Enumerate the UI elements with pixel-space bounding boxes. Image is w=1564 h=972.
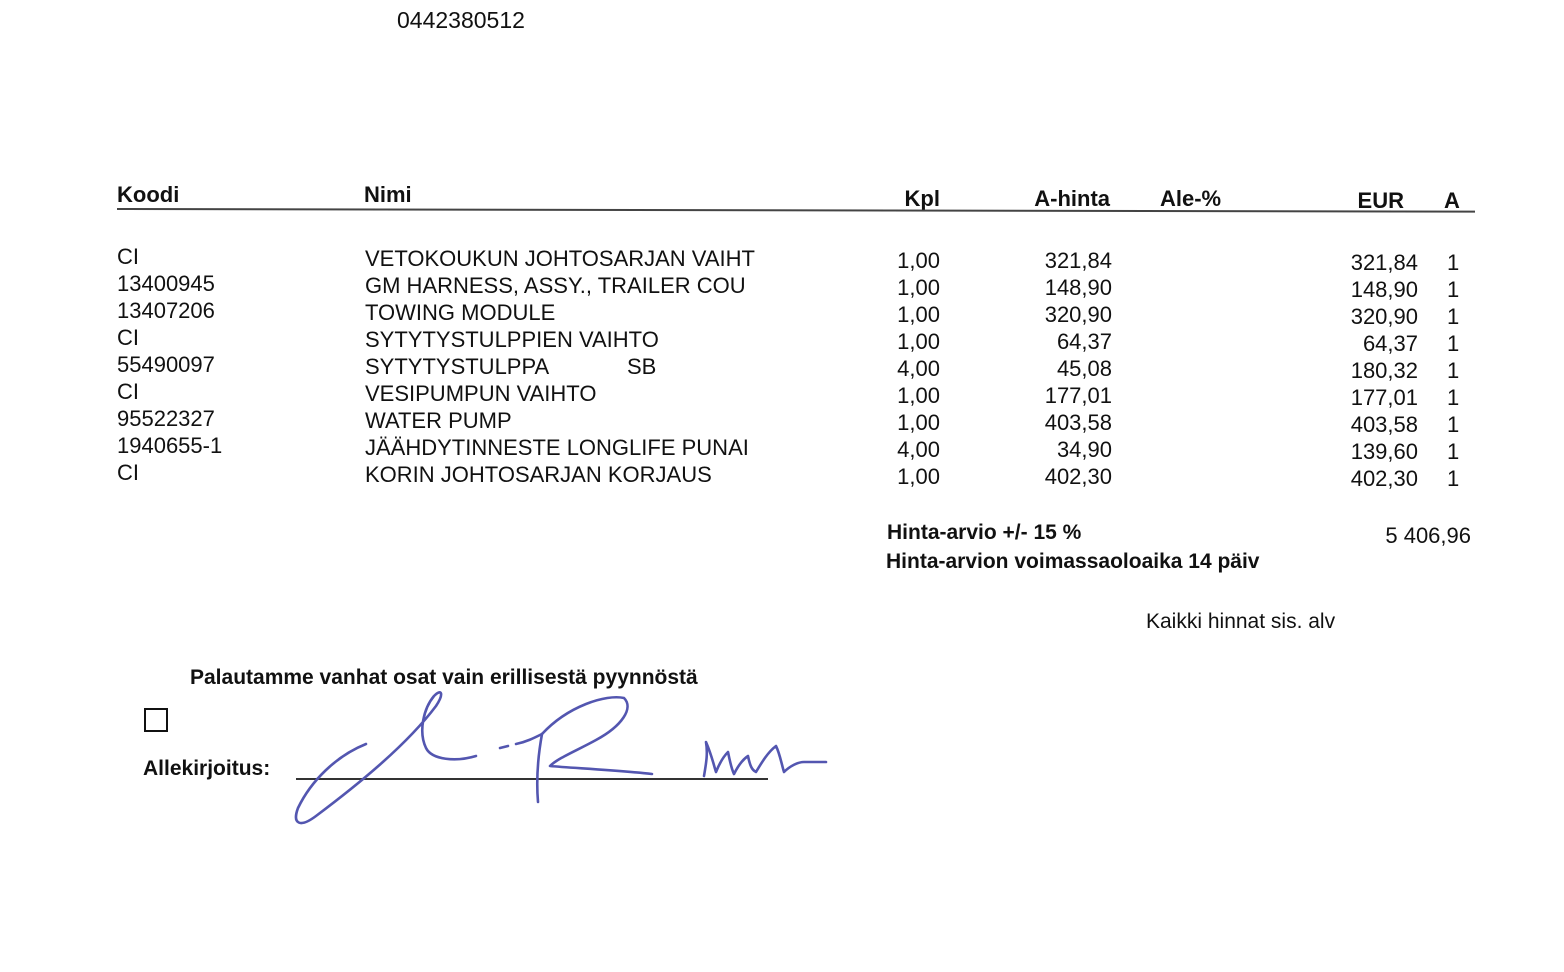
handwritten-signature bbox=[286, 686, 846, 836]
row-name: SYTYTYSTULPPA bbox=[365, 354, 550, 379]
column-header-qty: Kpl bbox=[904, 186, 940, 211]
row-a: 1 bbox=[1447, 277, 1460, 302]
row-qty: 1,00 bbox=[897, 302, 940, 327]
vat-note: Kaikki hinnat sis. alv bbox=[1146, 610, 1336, 633]
row-eur: 402,30 bbox=[1350, 466, 1418, 491]
row-unit-price: 320,90 bbox=[1044, 302, 1112, 327]
table-row bbox=[0, 325, 1564, 356]
row-unit-price: 177,01 bbox=[1044, 383, 1112, 408]
table-row bbox=[0, 244, 1564, 275]
row-qty: 1,00 bbox=[897, 248, 940, 273]
return-parts-checkbox[interactable] bbox=[144, 708, 168, 732]
row-eur: 64,37 bbox=[1362, 331, 1418, 356]
header-rule bbox=[117, 208, 1475, 213]
row-name: TOWING MODULE bbox=[365, 300, 556, 325]
table-row bbox=[0, 379, 1564, 410]
row-code: 1940655-1 bbox=[117, 433, 223, 458]
old-parts-return-note: Palautamme vanhat osat vain erillisestä pyynnöstä bbox=[190, 666, 698, 689]
row-a: 1 bbox=[1447, 250, 1460, 275]
row-unit-price: 321,84 bbox=[1044, 248, 1112, 273]
row-code: CI bbox=[117, 244, 139, 269]
row-code: 95522327 bbox=[117, 406, 215, 431]
row-eur: 180,32 bbox=[1350, 358, 1418, 383]
column-header-a: A bbox=[1444, 188, 1460, 213]
row-qty: 4,00 bbox=[897, 356, 940, 381]
row-a: 1 bbox=[1447, 439, 1460, 464]
row-eur: 321,84 bbox=[1350, 250, 1418, 275]
signature-label: Allekirjoitus: bbox=[143, 757, 271, 780]
table-row bbox=[0, 433, 1564, 464]
row-qty: 1,00 bbox=[897, 329, 940, 354]
row-name: VETOKOUKUN JOHTOSARJAN VAIHT bbox=[365, 246, 755, 271]
row-qty: 1,00 bbox=[897, 383, 940, 408]
estimate-total: 5 406,96 bbox=[1385, 523, 1471, 548]
estimate-validity: Hinta-arvion voimassaoloaika 14 päiv bbox=[886, 550, 1260, 573]
row-eur: 403,58 bbox=[1350, 412, 1418, 437]
row-eur: 148,90 bbox=[1350, 277, 1418, 302]
column-header-code: Koodi bbox=[117, 182, 180, 207]
column-header-eur: EUR bbox=[1357, 188, 1404, 213]
row-code: CI bbox=[117, 379, 139, 404]
row-a: 1 bbox=[1447, 358, 1460, 383]
row-a: 1 bbox=[1447, 331, 1460, 356]
row-unit-price: 64,37 bbox=[1056, 329, 1112, 354]
column-header-discount: Ale-% bbox=[1160, 186, 1222, 211]
row-code: CI bbox=[117, 460, 139, 485]
table-row bbox=[0, 352, 1564, 383]
row-a: 1 bbox=[1447, 385, 1460, 410]
row-a: 1 bbox=[1447, 304, 1460, 329]
row-unit-price: 34,90 bbox=[1056, 437, 1112, 462]
table-row bbox=[0, 406, 1564, 437]
row-qty: 4,00 bbox=[897, 437, 940, 462]
row-qty: 1,00 bbox=[897, 464, 940, 489]
row-code: 13400945 bbox=[117, 271, 215, 296]
row-name: JÄÄHDYTINNESTE LONGLIFE PUNAI bbox=[365, 435, 749, 460]
row-name: KORIN JOHTOSARJAN KORJAUS bbox=[365, 462, 712, 487]
row-unit-price: 403,58 bbox=[1044, 410, 1112, 435]
row-a: 1 bbox=[1447, 466, 1460, 491]
row-name: GM HARNESS, ASSY., TRAILER COU bbox=[365, 273, 746, 298]
row-eur: 320,90 bbox=[1350, 304, 1418, 329]
row-name: VESIPUMPUN VAIHTO bbox=[365, 381, 597, 406]
row-eur: 177,01 bbox=[1350, 385, 1418, 410]
phone-number: 0442380512 bbox=[397, 7, 525, 33]
column-header-name: Nimi bbox=[364, 182, 412, 207]
line-items-table bbox=[0, 244, 1564, 494]
row-unit-price: 402,30 bbox=[1044, 464, 1112, 489]
row-eur: 139,60 bbox=[1350, 439, 1418, 464]
row-qty: 1,00 bbox=[897, 410, 940, 435]
row-code: 13407206 bbox=[117, 298, 215, 323]
row-name-suffix: SB bbox=[627, 354, 657, 379]
row-qty: 1,00 bbox=[897, 275, 940, 300]
table-row bbox=[0, 271, 1564, 302]
row-name: SYTYTYSTULPPIEN VAIHTO bbox=[365, 327, 659, 352]
column-header-unit-price: A-hinta bbox=[1034, 186, 1110, 211]
row-code: CI bbox=[117, 325, 139, 350]
row-code: 55490097 bbox=[117, 352, 215, 377]
row-a: 1 bbox=[1447, 412, 1460, 437]
table-row bbox=[0, 298, 1564, 329]
row-unit-price: 45,08 bbox=[1056, 356, 1112, 381]
estimate-label: Hinta-arvio +/- 15 % bbox=[887, 521, 1082, 544]
row-unit-price: 148,90 bbox=[1044, 275, 1112, 300]
table-row bbox=[0, 460, 1564, 491]
row-name: WATER PUMP bbox=[365, 408, 512, 433]
